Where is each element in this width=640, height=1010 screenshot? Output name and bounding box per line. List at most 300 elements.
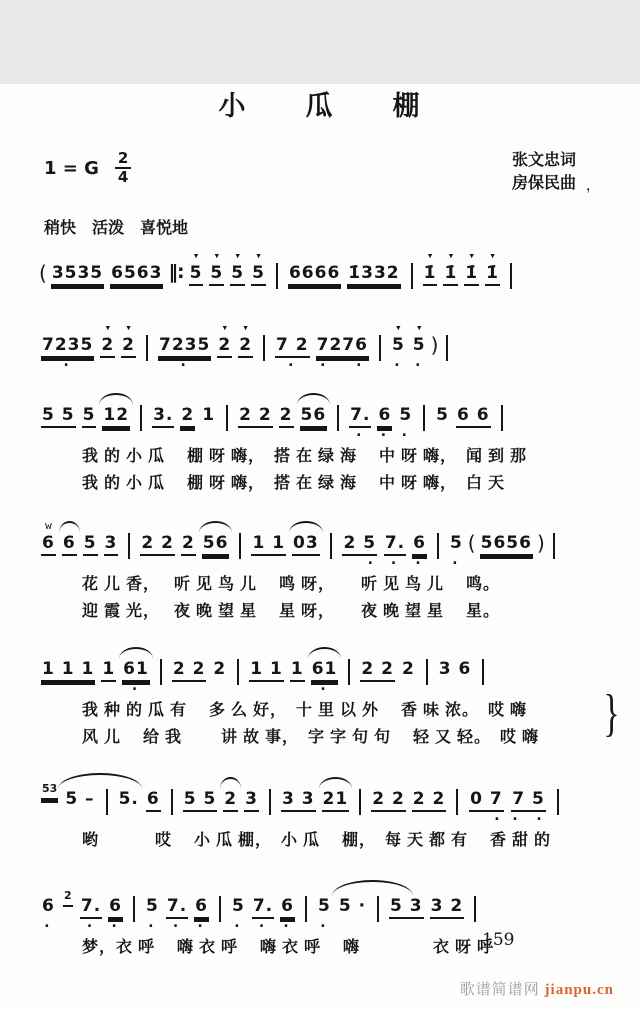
note-digits: 5 [252, 263, 265, 283]
below-spacer [280, 431, 292, 442]
barline [239, 533, 241, 559]
note-token [292, 520, 320, 570]
slur-arc [199, 521, 233, 533]
note-digits: 1̇ [423, 263, 437, 283]
below-spacer [102, 361, 114, 372]
note-token [249, 646, 284, 696]
lyrics-line: 风 儿 给 我 讲 故 事， 字 字 句 句 轻 又 轻。 哎 嗨 [82, 729, 540, 746]
note-digits: 5 3 [390, 896, 423, 916]
note-digits: 1 [102, 659, 116, 679]
note-token [201, 392, 216, 442]
note-token [80, 883, 102, 933]
note-digits: 3. [153, 405, 174, 425]
below-spacer [225, 815, 237, 826]
note-digits: 5 [412, 335, 426, 355]
note-digits: 1 [290, 659, 304, 679]
note-token [110, 250, 163, 300]
accent-icon: ▾ [415, 321, 423, 334]
note-token [158, 322, 211, 372]
barline [437, 533, 439, 559]
above-spacer [55, 392, 62, 405]
above-spacer [357, 392, 364, 405]
note-token [338, 883, 367, 933]
note-token [280, 883, 295, 933]
note-digits: 61 [123, 659, 149, 679]
note-digits: 53 [41, 780, 58, 798]
note-token [108, 883, 123, 933]
below-spacer [190, 289, 202, 300]
above-spacer [321, 883, 328, 896]
note-digits: 56 [300, 405, 327, 425]
note-digits: 2 [401, 659, 415, 679]
note-digits: 6666 [288, 263, 341, 283]
slur-arc [319, 777, 353, 789]
accent-icon: ▾ [468, 249, 476, 262]
note-digits: 2 [224, 789, 238, 809]
above-spacer [289, 322, 296, 335]
barline [474, 896, 476, 922]
above-spacer [503, 520, 510, 533]
above-spacer [65, 646, 72, 659]
below-spacer [232, 289, 244, 300]
below-spacer [219, 361, 231, 372]
below-spacer [466, 289, 478, 300]
note-token [51, 250, 104, 300]
note-token [401, 646, 416, 696]
accent-icon: ▾ [447, 249, 455, 262]
below-spacer [487, 289, 499, 300]
low-octave-dots: · · [318, 356, 367, 374]
above-spacer [112, 883, 119, 896]
barline [133, 896, 135, 922]
low-octave-dots: · [318, 917, 331, 935]
note-digits: 1̇332 [348, 263, 400, 283]
slur-arc [297, 393, 331, 405]
accent-icon: ▾ [242, 321, 249, 334]
below-spacer [62, 910, 74, 921]
note-digits: 6 [378, 405, 392, 425]
note-token [398, 392, 413, 442]
note-digits: 7. [252, 896, 274, 916]
watermark-site-url: jianpu.cn [544, 982, 614, 998]
note-digits: 03 [293, 533, 319, 553]
lyricist-credit: 张文忠词 [511, 152, 576, 169]
below-spacer [423, 815, 435, 826]
above-spacer [45, 883, 52, 896]
note-token [290, 646, 305, 696]
slur-arc [119, 647, 153, 659]
note-token [82, 392, 97, 442]
above-spacer [284, 883, 291, 896]
barline [276, 263, 278, 289]
note-token [384, 520, 406, 570]
page-number: 159 [482, 930, 515, 950]
below-spacer [183, 685, 195, 696]
parenthesis: ) [536, 531, 545, 555]
note-token [438, 646, 473, 696]
slur-arc [289, 521, 323, 533]
above-spacer [74, 250, 81, 263]
note-digits: 3 [104, 533, 118, 553]
note-token [166, 883, 188, 933]
note-digits: 56 [202, 533, 229, 553]
below-spacer [424, 289, 436, 300]
above-spacer [108, 520, 115, 533]
note-token [391, 322, 406, 372]
note-digits: 7235 [42, 335, 94, 355]
barline [160, 659, 162, 685]
note-digits: 2 2 [239, 405, 272, 425]
note-token [449, 520, 464, 570]
note-digits: 7. [384, 533, 406, 553]
below-spacer [246, 815, 258, 826]
below-spacer [123, 815, 135, 826]
below-spacer [382, 815, 394, 826]
note-digits: 2 [213, 659, 227, 679]
accent-icon: ▾ [426, 249, 434, 262]
note-token [100, 322, 115, 372]
note-token [244, 776, 259, 826]
accent-icon: ▾ [104, 321, 112, 334]
note-token [281, 776, 316, 826]
note-token [342, 520, 378, 570]
note-token [122, 646, 150, 696]
note-token [223, 776, 238, 826]
note-digits: 5 [399, 405, 413, 425]
barline [330, 533, 332, 559]
below-spacer [437, 431, 449, 442]
below-spacer [441, 922, 453, 933]
note-token [41, 767, 58, 814]
above-spacer [403, 883, 410, 896]
credits [512, 149, 576, 195]
above-spacer [283, 392, 290, 405]
note-token [41, 322, 94, 372]
above-spacer [452, 646, 459, 659]
note-digits: 5 [232, 896, 245, 916]
above-spacer [149, 883, 156, 896]
note-token [468, 776, 504, 826]
note-token [41, 883, 56, 933]
slur-arc [99, 393, 133, 405]
note-digits: 6 [62, 533, 76, 553]
note-token [172, 646, 207, 696]
note-token [251, 520, 286, 570]
mordent-icon: w [45, 519, 52, 532]
note-token [485, 250, 500, 300]
note-token [443, 250, 458, 300]
accent-icon: ▾ [221, 321, 229, 334]
note-token [230, 250, 245, 300]
above-spacer [64, 322, 71, 335]
note-digits: 7276 [316, 335, 368, 355]
note-digits: 5 [82, 405, 96, 425]
below-spacer [500, 559, 512, 570]
note-token [279, 392, 294, 442]
note-token [480, 520, 533, 570]
barline [553, 533, 555, 559]
low-octave-dots: · [85, 917, 98, 935]
above-spacer [185, 392, 192, 405]
note-token [83, 520, 98, 570]
note-digits: 6563 [111, 263, 163, 283]
note-digits: 7235 [159, 335, 211, 355]
above-spacer [311, 250, 318, 263]
above-spacer [416, 520, 423, 533]
note-token [412, 776, 447, 826]
note-token [275, 322, 310, 372]
note-digits: 5 [189, 263, 203, 283]
low-octave-dots: · [281, 917, 294, 935]
barline [219, 896, 221, 922]
above-spacer [374, 646, 381, 659]
above-spacer [470, 392, 477, 405]
note-token [146, 776, 161, 826]
note-digits: 1̇ [444, 263, 458, 283]
low-octave-dots: · [354, 426, 367, 444]
below-spacer [240, 361, 252, 372]
note-token [189, 250, 204, 300]
lyrics-line: 我 种 的 瓜 有 多 么 好， 十 里 以 外 香 味 浓。 哎 嗨 [82, 702, 528, 719]
below-spacer [309, 289, 321, 300]
music-line [38, 250, 610, 300]
note-digits: 2 2 [372, 789, 405, 809]
note-token [64, 776, 95, 826]
slur-arc [59, 521, 80, 533]
note-digits: 5 [391, 335, 405, 355]
accent-icon: ▾ [489, 249, 496, 262]
note-token [311, 646, 339, 696]
music-line [38, 520, 610, 570]
note-token [510, 776, 546, 826]
above-spacer [248, 776, 255, 789]
barline [359, 789, 361, 815]
low-octave-dots: · [318, 680, 331, 698]
note-token [102, 392, 130, 442]
barline [348, 659, 350, 685]
sheet-music-page [0, 84, 640, 1010]
barline [171, 789, 173, 815]
above-spacer [197, 776, 204, 789]
barline [482, 659, 484, 685]
meter-denominator: 4 [117, 168, 129, 186]
above-spacer [160, 392, 167, 405]
note-token [41, 646, 95, 696]
low-octave-dots: · [450, 554, 463, 572]
below-spacer [42, 559, 54, 570]
below-spacer [300, 559, 312, 570]
accent-icon: ▾ [213, 249, 221, 262]
note-digits: 1̇ [486, 263, 499, 283]
note-token [41, 520, 56, 570]
note-token [435, 392, 450, 442]
barline [426, 659, 428, 685]
below-spacer [292, 815, 304, 826]
note-token [104, 520, 119, 570]
parenthesis: ) [430, 333, 439, 357]
note-digits: 5 [210, 263, 224, 283]
low-octave-dots: · [146, 917, 159, 935]
above-spacer [405, 646, 412, 659]
note-digits: 2 2 [361, 659, 394, 679]
above-spacer [453, 520, 460, 533]
music-line [38, 646, 610, 696]
note-digits: 12 [103, 405, 130, 425]
above-spacer [86, 392, 93, 405]
lyrics-line: 我 的 小 瓜 棚 呀 嗨， 搭 在 绿 海 中 呀 嗨， 白 天 [82, 475, 506, 492]
below-spacer [261, 685, 273, 696]
note-token [317, 883, 332, 933]
note-digits: 3535 [51, 263, 104, 283]
note-digits: 3 6 [438, 659, 472, 679]
repeat-sign: ‖: [168, 261, 184, 283]
barline [337, 405, 339, 431]
below-spacer [263, 559, 275, 570]
note-digits: 2 [181, 405, 195, 425]
note-digits: 6 [42, 533, 55, 553]
slur-arc [308, 647, 342, 659]
barline [456, 789, 458, 815]
note-digits: 3 [245, 789, 258, 809]
above-spacer [263, 646, 270, 659]
barline [140, 405, 142, 431]
note-digits: 2 [279, 405, 293, 425]
below-spacer [445, 289, 457, 300]
above-spacer [174, 883, 181, 896]
accent-icon: ▾ [234, 249, 241, 262]
note-token [389, 883, 424, 933]
note-digits: 7 5 [512, 789, 545, 809]
low-octave-dots: · [178, 356, 191, 374]
time-signature [115, 151, 131, 185]
music-line [38, 776, 610, 826]
below-spacer [84, 559, 96, 570]
key-text: 1 = G [44, 157, 99, 179]
barline [379, 335, 381, 361]
note-token [140, 520, 175, 570]
note-digits: 6 [195, 896, 208, 916]
note-digits: 0 7 [470, 789, 503, 809]
accent-icon: ▾ [125, 321, 132, 334]
low-octave-dots: · [468, 810, 505, 828]
above-spacer [87, 520, 94, 533]
below-spacer [400, 922, 412, 933]
note-token [464, 250, 479, 300]
low-octave-dots: · [61, 356, 74, 374]
note-token [231, 883, 246, 933]
note-digits: 5 [436, 405, 449, 425]
below-spacer [253, 289, 265, 300]
note-digits: 6 [413, 533, 426, 553]
note-token [360, 646, 395, 696]
watermark [460, 978, 614, 999]
note-token [152, 392, 174, 442]
accent-icon: ▾ [192, 249, 200, 262]
note-digits: 5 5 [42, 405, 75, 425]
music-line [38, 883, 610, 933]
note-token [349, 392, 371, 442]
note-digits: 61 [311, 659, 338, 679]
above-spacer [525, 776, 532, 789]
low-octave-dots: · [256, 917, 269, 935]
low-octave-dots: · [388, 554, 401, 572]
low-octave-dots: · [195, 917, 208, 935]
note-token [118, 776, 140, 826]
note-digits: 2 2 [412, 789, 446, 809]
low-octave-dots: · [399, 426, 412, 444]
low-octave-dots: · [286, 356, 299, 374]
below-spacer [194, 815, 206, 826]
low-octave-dots: · [232, 917, 245, 935]
low-octave-dots: · [413, 356, 426, 374]
above-spacer [444, 883, 451, 896]
above-spacer [88, 883, 95, 896]
below-spacer [449, 685, 461, 696]
above-spacer [181, 322, 188, 335]
note-token [62, 874, 74, 921]
below-spacer [52, 431, 64, 442]
note-digits: 5. [118, 789, 139, 809]
note-token [145, 883, 160, 933]
note-digits: 2 2 [141, 533, 174, 553]
note-digits: 5 [231, 263, 245, 283]
note-digits: 3 2 [430, 896, 464, 916]
below-spacer [105, 559, 117, 570]
note-digits: 2 [122, 335, 136, 355]
note-digits: 2 [181, 533, 195, 553]
below-spacer [346, 922, 358, 933]
note-digits: 5 5 [183, 789, 217, 809]
barline [128, 533, 130, 559]
below-spacer [157, 431, 169, 442]
low-octave-dots: · [42, 917, 55, 935]
page-title: 小 瓜 棚 [218, 91, 422, 121]
note-digits: 7. [350, 405, 371, 425]
note-token [252, 883, 274, 933]
note-digits: 1 1 [250, 659, 283, 679]
barline [226, 405, 228, 431]
below-spacer [182, 431, 194, 442]
note-digits: 1 1 1 [42, 659, 95, 679]
header-meta [0, 149, 640, 213]
note-digits: 5 [146, 896, 159, 916]
note-digits: 7. [166, 896, 188, 916]
note-token [194, 883, 209, 933]
low-octave-dots: · [392, 356, 405, 374]
above-spacer [385, 776, 392, 789]
above-spacer [392, 520, 399, 533]
below-spacer [44, 803, 56, 814]
meter-numerator: 2 [115, 151, 131, 169]
above-spacer [295, 776, 302, 789]
barline [263, 335, 265, 361]
low-octave-dots: · [413, 554, 426, 572]
accent-icon: ▾ [255, 249, 262, 262]
above-spacer [205, 392, 212, 405]
slur-arc [220, 777, 241, 789]
barline [305, 896, 307, 922]
note-digits: 2 [63, 887, 73, 905]
barline [377, 896, 379, 922]
barline [146, 335, 148, 361]
parenthesis: ( [467, 531, 476, 555]
note-token [212, 646, 227, 696]
above-spacer [105, 646, 112, 659]
note-digits: 1 1 [252, 533, 286, 553]
note-digits: 6 6 [457, 405, 490, 425]
below-spacer [131, 289, 143, 300]
note-digits: 7. [80, 896, 102, 916]
